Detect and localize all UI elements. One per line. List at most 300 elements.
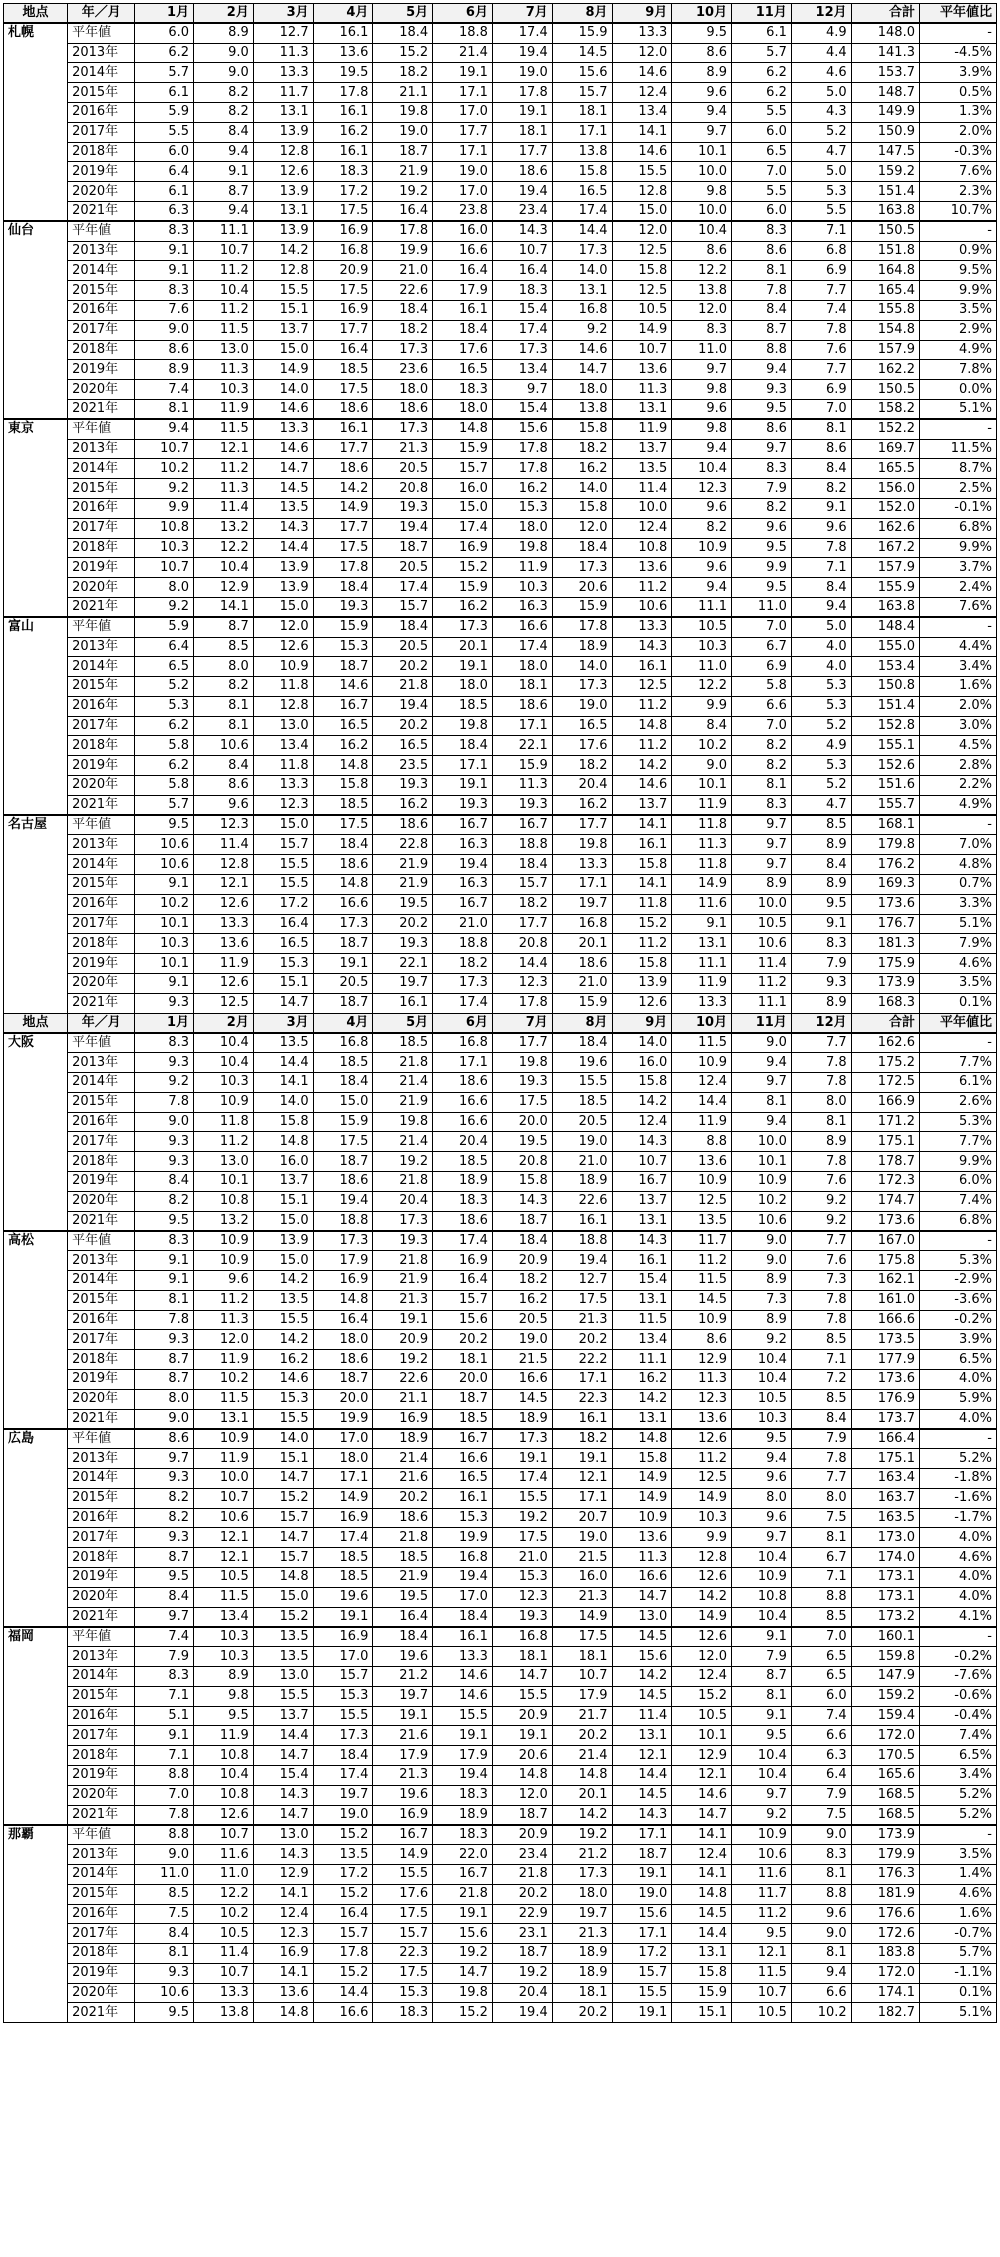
value-cell: 6.5 (791, 1666, 851, 1686)
value-cell: 16.1 (373, 993, 433, 1013)
value-cell: 6.8% (919, 1211, 996, 1231)
value-cell: 17.1 (433, 1053, 493, 1073)
value-cell: 9.6 (672, 498, 732, 518)
value-cell: 7.7% (919, 1132, 996, 1152)
value-cell: 17.3 (552, 1864, 612, 1884)
column-header: 7月 (492, 1013, 552, 1033)
table-row (4, 716, 997, 736)
table-row (4, 261, 997, 281)
value-cell: 8.7 (135, 1350, 194, 1370)
value-cell: 6.0 (791, 1686, 851, 1706)
value-cell: 6.5% (919, 1746, 996, 1766)
value-cell: 18.2 (552, 1429, 612, 1449)
value-cell: 8.4 (194, 122, 254, 142)
value-cell: 150.5 (851, 221, 919, 241)
value-cell: 13.3 (253, 63, 313, 83)
value-cell: 5.2% (919, 1449, 996, 1469)
value-cell: 148.0 (851, 23, 919, 43)
value-cell: 19.8 (492, 538, 552, 558)
value-cell: 15.3 (313, 1686, 373, 1706)
value-cell: 159.4 (851, 1706, 919, 1726)
value-cell: 176.7 (851, 914, 919, 934)
value-cell: 12.4 (672, 1073, 732, 1093)
value-cell: 21.2 (373, 1666, 433, 1686)
value-cell: 9.1 (732, 1627, 792, 1647)
value-cell: 12.5 (612, 677, 672, 697)
value-cell: 13.9 (253, 182, 313, 202)
value-cell: 10.3 (194, 1647, 254, 1667)
location-cell: 福岡 (4, 1627, 68, 1825)
value-cell: 16.4 (492, 261, 552, 281)
value-cell: 4.9 (791, 23, 851, 43)
value-cell: 19.7 (313, 1785, 373, 1805)
value-cell: 14.9 (313, 1488, 373, 1508)
value-cell: 175.1 (851, 1449, 919, 1469)
value-cell: 11.3 (612, 1548, 672, 1568)
value-cell: 14.9 (552, 1607, 612, 1627)
value-cell: 7.4 (135, 380, 194, 400)
value-cell: 19.1 (433, 776, 493, 796)
value-cell: 13.0 (194, 340, 254, 360)
value-cell: 18.4 (492, 855, 552, 875)
value-cell: 16.8 (313, 1033, 373, 1053)
value-cell: 13.1 (672, 934, 732, 954)
value-cell: 9.5 (672, 23, 732, 43)
value-cell: 10.7 (135, 558, 194, 578)
value-cell: 10.5 (194, 1924, 254, 1944)
table-row (4, 894, 997, 914)
value-cell: 9.0 (135, 1409, 194, 1429)
value-cell: 22.6 (373, 1369, 433, 1389)
value-cell: 18.9 (492, 1409, 552, 1429)
value-cell: 18.4 (552, 538, 612, 558)
value-cell: 15.2 (253, 1607, 313, 1627)
value-cell: 16.6 (492, 1369, 552, 1389)
value-cell: 17.5 (552, 1627, 612, 1647)
value-cell: 16.7 (373, 1825, 433, 1845)
value-cell: 0.0% (919, 380, 996, 400)
value-cell: 14.7 (492, 1666, 552, 1686)
value-cell: 14.8 (612, 1429, 672, 1449)
value-cell: 18.2 (552, 756, 612, 776)
value-cell: 14.2 (612, 1389, 672, 1409)
value-cell: 8.8 (791, 1884, 851, 1904)
column-header: 地点 (4, 4, 68, 24)
value-cell: 164.8 (851, 261, 919, 281)
value-cell: 14.7 (672, 1805, 732, 1825)
value-cell: 15.7 (313, 1666, 373, 1686)
value-cell: 9.5 (732, 399, 792, 419)
value-cell: 9.9% (919, 538, 996, 558)
value-cell: 15.2 (313, 1963, 373, 1983)
value-cell: 12.6 (194, 974, 254, 994)
value-cell: 15.9 (552, 23, 612, 43)
value-cell: 148.7 (851, 83, 919, 103)
value-cell: 12.8 (253, 261, 313, 281)
value-cell: 13.6 (612, 360, 672, 380)
value-cell: 18.2 (373, 320, 433, 340)
value-cell: 14.3 (612, 1132, 672, 1152)
value-cell: 12.6 (194, 1805, 254, 1825)
value-cell: 16.5 (253, 934, 313, 954)
value-cell: 14.5 (672, 1904, 732, 1924)
value-cell: 8.6 (135, 340, 194, 360)
value-cell: 17.7 (313, 320, 373, 340)
value-cell: 17.1 (492, 716, 552, 736)
value-cell: 15.9 (552, 993, 612, 1013)
value-cell: 5.1% (919, 2003, 996, 2023)
value-cell: 19.0 (492, 1330, 552, 1350)
value-cell: 11.5 (612, 1310, 672, 1330)
value-cell: 11.5 (672, 1033, 732, 1053)
value-cell: 8.1 (135, 1944, 194, 1964)
value-cell: 18.1 (552, 102, 612, 122)
column-header: 5月 (373, 1013, 433, 1033)
value-cell: 0.5% (919, 83, 996, 103)
value-cell: 17.8 (313, 558, 373, 578)
value-cell: 1.6% (919, 1904, 996, 1924)
value-cell: 14.3 (612, 1231, 672, 1251)
value-cell: 18.0 (492, 518, 552, 538)
value-cell: 10.7 (194, 1825, 254, 1845)
value-cell: 15.2 (433, 2003, 493, 2023)
value-cell: 14.1 (253, 1073, 313, 1093)
value-cell: 16.3 (433, 875, 493, 895)
value-cell: 12.1 (552, 1468, 612, 1488)
value-cell: 17.5 (313, 1132, 373, 1152)
value-cell: 17.3 (492, 340, 552, 360)
table-row (4, 1191, 997, 1211)
value-cell: 10.9 (612, 1508, 672, 1528)
value-cell: 9.6 (672, 558, 732, 578)
value-cell: 15.0 (253, 1211, 313, 1231)
value-cell: 19.1 (433, 63, 493, 83)
value-cell: 13.8 (194, 2003, 254, 2023)
year-cell: 2017年 (68, 1330, 135, 1350)
value-cell: 11.7 (253, 83, 313, 103)
year-cell: 平年値 (68, 1033, 135, 1053)
value-cell: 20.9 (373, 1330, 433, 1350)
value-cell: 9.3 (135, 1468, 194, 1488)
value-cell: 18.4 (373, 23, 433, 43)
value-cell: 21.9 (373, 1092, 433, 1112)
value-cell: 165.6 (851, 1765, 919, 1785)
value-cell: 18.7 (492, 1944, 552, 1964)
value-cell: 21.8 (373, 1528, 433, 1548)
value-cell: 17.2 (612, 1944, 672, 1964)
value-cell: 11.6 (194, 1845, 254, 1865)
value-cell: 19.4 (433, 1765, 493, 1785)
value-cell: 9.6 (194, 1271, 254, 1291)
value-cell: 20.0 (492, 1112, 552, 1132)
value-cell: 9.9% (919, 1152, 996, 1172)
value-cell: 19.0 (612, 1884, 672, 1904)
value-cell: 8.2 (135, 1508, 194, 1528)
value-cell: 8.4 (732, 300, 792, 320)
value-cell: 9.1 (194, 162, 254, 182)
value-cell: 15.8 (552, 419, 612, 439)
value-cell: 19.9 (433, 1528, 493, 1548)
value-cell: 8.1 (732, 1092, 792, 1112)
value-cell: 8.2 (732, 736, 792, 756)
value-cell: 17.8 (492, 459, 552, 479)
value-cell: - (919, 23, 996, 43)
value-cell: 15.8 (612, 954, 672, 974)
value-cell: 19.0 (373, 122, 433, 142)
value-cell: 17.6 (373, 1884, 433, 1904)
value-cell: 8.5 (194, 637, 254, 657)
value-cell: 10.4 (672, 221, 732, 241)
value-cell: 18.4 (313, 1073, 373, 1093)
value-cell: 149.9 (851, 102, 919, 122)
table-row (4, 479, 997, 499)
value-cell: 12.4 (672, 1666, 732, 1686)
value-cell: 7.7 (791, 281, 851, 301)
value-cell: 14.3 (492, 221, 552, 241)
value-cell: 7.6 (791, 340, 851, 360)
value-cell: 13.9 (253, 558, 313, 578)
value-cell: 3.5% (919, 974, 996, 994)
value-cell: 8.7 (732, 1666, 792, 1686)
value-cell: 17.3 (433, 617, 493, 637)
value-cell: 9.2 (732, 1805, 792, 1825)
value-cell: 9.3 (135, 1963, 194, 1983)
year-cell: 2019年 (68, 162, 135, 182)
table-row (4, 558, 997, 578)
value-cell: 4.7 (791, 795, 851, 815)
value-cell: 18.9 (373, 1429, 433, 1449)
table-row (4, 736, 997, 756)
year-cell: 2019年 (68, 1369, 135, 1389)
value-cell: 5.3% (919, 1112, 996, 1132)
year-cell: 2021年 (68, 1409, 135, 1429)
value-cell: 166.6 (851, 1310, 919, 1330)
value-cell: 11.9 (194, 1726, 254, 1746)
value-cell: 12.7 (253, 23, 313, 43)
value-cell: 10.3 (194, 1627, 254, 1647)
value-cell: 6.5% (919, 1350, 996, 1370)
value-cell: 12.1 (732, 1944, 792, 1964)
year-cell: 2018年 (68, 1350, 135, 1370)
value-cell: 19.8 (373, 102, 433, 122)
year-cell: 2018年 (68, 1944, 135, 1964)
value-cell: 169.3 (851, 875, 919, 895)
year-cell: 2021年 (68, 399, 135, 419)
value-cell: 15.3 (253, 1389, 313, 1409)
value-cell: 15.0 (253, 597, 313, 617)
value-cell: 9.0 (732, 1231, 792, 1251)
value-cell: 9.0 (732, 1033, 792, 1053)
value-cell: 18.8 (313, 1211, 373, 1231)
value-cell: 19.2 (492, 1508, 552, 1528)
value-cell: 20.2 (373, 1488, 433, 1508)
value-cell: 21.4 (373, 1132, 433, 1152)
value-cell: 13.5 (253, 1033, 313, 1053)
value-cell: 17.3 (313, 914, 373, 934)
value-cell: 16.2 (492, 479, 552, 499)
value-cell: 18.9 (552, 1944, 612, 1964)
value-cell: 12.8 (612, 182, 672, 202)
year-cell: 2019年 (68, 1963, 135, 1983)
value-cell: 10.0 (732, 1132, 792, 1152)
table-row (4, 1607, 997, 1627)
value-cell: 5.2 (791, 122, 851, 142)
value-cell: 14.1 (612, 875, 672, 895)
location-cell: 東京 (4, 419, 68, 617)
value-cell: 13.1 (253, 102, 313, 122)
value-cell: 20.1 (552, 1785, 612, 1805)
value-cell: 18.7 (433, 1389, 493, 1409)
value-cell: 14.1 (612, 122, 672, 142)
value-cell: 14.2 (253, 1330, 313, 1350)
value-cell: 10.2 (672, 736, 732, 756)
value-cell: 18.6 (433, 1211, 493, 1231)
value-cell: 9.3 (135, 993, 194, 1013)
value-cell: 17.4 (433, 518, 493, 538)
year-cell: 2014年 (68, 63, 135, 83)
value-cell: 7.8 (135, 1310, 194, 1330)
value-cell: 181.3 (851, 934, 919, 954)
value-cell: 16.5 (552, 182, 612, 202)
value-cell: 18.4 (433, 736, 493, 756)
year-cell: 2015年 (68, 281, 135, 301)
value-cell: 18.4 (313, 578, 373, 598)
value-cell: 9.8 (672, 182, 732, 202)
year-cell: 2016年 (68, 498, 135, 518)
year-cell: 2015年 (68, 1686, 135, 1706)
value-cell: 10.4 (732, 1746, 792, 1766)
table-row (4, 1369, 997, 1389)
table-row (4, 300, 997, 320)
value-cell: 176.3 (851, 1864, 919, 1884)
year-cell: 2017年 (68, 1528, 135, 1548)
value-cell: 17.5 (313, 201, 373, 221)
value-cell: 9.3 (732, 380, 792, 400)
value-cell: 9.6 (791, 1904, 851, 1924)
value-cell: 20.0 (313, 1389, 373, 1409)
year-cell: 2021年 (68, 993, 135, 1013)
value-cell: 17.7 (552, 815, 612, 835)
value-cell: 8.9 (791, 993, 851, 1013)
value-cell: 16.4 (433, 1271, 493, 1291)
value-cell: -0.7% (919, 1924, 996, 1944)
value-cell: 12.1 (194, 439, 254, 459)
value-cell: 16.9 (373, 1805, 433, 1825)
value-cell: 7.6% (919, 597, 996, 617)
value-cell: 10.9 (672, 1310, 732, 1330)
value-cell: 10.1 (732, 1152, 792, 1172)
value-cell: 13.1 (612, 1290, 672, 1310)
year-cell: 2019年 (68, 360, 135, 380)
value-cell: 22.0 (433, 1845, 493, 1865)
value-cell: 8.4 (791, 855, 851, 875)
value-cell: 19.8 (492, 1053, 552, 1073)
value-cell: 20.1 (433, 637, 493, 657)
value-cell: 16.2 (552, 459, 612, 479)
column-header: 合計 (851, 1013, 919, 1033)
year-cell: 2020年 (68, 974, 135, 994)
value-cell: 11.4 (194, 1944, 254, 1964)
value-cell: 16.2 (492, 1290, 552, 1310)
value-cell: 17.6 (433, 340, 493, 360)
value-cell: 4.7 (791, 142, 851, 162)
value-cell: 11.9 (672, 1112, 732, 1132)
value-cell: 7.1 (791, 221, 851, 241)
year-cell: 2015年 (68, 479, 135, 499)
value-cell: 9.0 (194, 43, 254, 63)
value-cell: 10.3 (194, 1073, 254, 1093)
value-cell: 6.2 (732, 63, 792, 83)
value-cell: 8.0 (791, 1092, 851, 1112)
value-cell: 6.9 (791, 380, 851, 400)
value-cell: 12.8 (253, 696, 313, 716)
value-cell: 19.9 (373, 241, 433, 261)
value-cell: 11.3 (194, 1310, 254, 1330)
value-cell: 10.7 (492, 241, 552, 261)
value-cell: 12.1 (194, 1548, 254, 1568)
value-cell: 14.7 (253, 1746, 313, 1766)
value-cell: 173.0 (851, 1528, 919, 1548)
value-cell: 9.0 (194, 63, 254, 83)
value-cell: 19.0 (552, 696, 612, 716)
value-cell: 174.7 (851, 1191, 919, 1211)
value-cell: 20.9 (492, 1251, 552, 1271)
location-cell: 富山 (4, 617, 68, 815)
value-cell: 15.6 (492, 419, 552, 439)
table-row (4, 102, 997, 122)
value-cell: 175.8 (851, 1251, 919, 1271)
value-cell: 5.2% (919, 1805, 996, 1825)
value-cell: 17.5 (492, 1528, 552, 1548)
value-cell: 16.7 (313, 696, 373, 716)
value-cell: 18.0 (313, 1449, 373, 1469)
value-cell: 12.1 (194, 1528, 254, 1548)
value-cell: 166.9 (851, 1092, 919, 1112)
value-cell: 9.6 (732, 1468, 792, 1488)
table-row (4, 399, 997, 419)
value-cell: 9.2 (791, 1211, 851, 1231)
value-cell: 12.4 (612, 83, 672, 103)
value-cell: 7.7 (791, 1033, 851, 1053)
value-cell: 4.9% (919, 795, 996, 815)
value-cell: 19.2 (492, 1963, 552, 1983)
value-cell: 10.2 (135, 459, 194, 479)
value-cell: 11.6 (732, 1864, 792, 1884)
value-cell: 11.5 (194, 320, 254, 340)
value-cell: 9.0 (791, 1825, 851, 1845)
value-cell: 9.5 (135, 1567, 194, 1587)
value-cell: 17.7 (492, 142, 552, 162)
value-cell: 178.7 (851, 1152, 919, 1172)
table-row (4, 597, 997, 617)
value-cell: 18.2 (433, 954, 493, 974)
value-cell: 7.8 (791, 1310, 851, 1330)
value-cell: 17.3 (313, 1231, 373, 1251)
table-row (4, 459, 997, 479)
year-cell: 2018年 (68, 1746, 135, 1766)
year-cell: 平年値 (68, 419, 135, 439)
value-cell: 175.2 (851, 1053, 919, 1073)
value-cell: 15.7 (253, 835, 313, 855)
value-cell: 11.3 (194, 479, 254, 499)
value-cell: 9.8 (194, 1686, 254, 1706)
year-cell: 2016年 (68, 696, 135, 716)
value-cell: 16.4 (373, 201, 433, 221)
value-cell: 13.3 (433, 1647, 493, 1667)
value-cell: 15.5 (253, 1310, 313, 1330)
value-cell: 9.2 (791, 1191, 851, 1211)
value-cell: 19.3 (433, 795, 493, 815)
